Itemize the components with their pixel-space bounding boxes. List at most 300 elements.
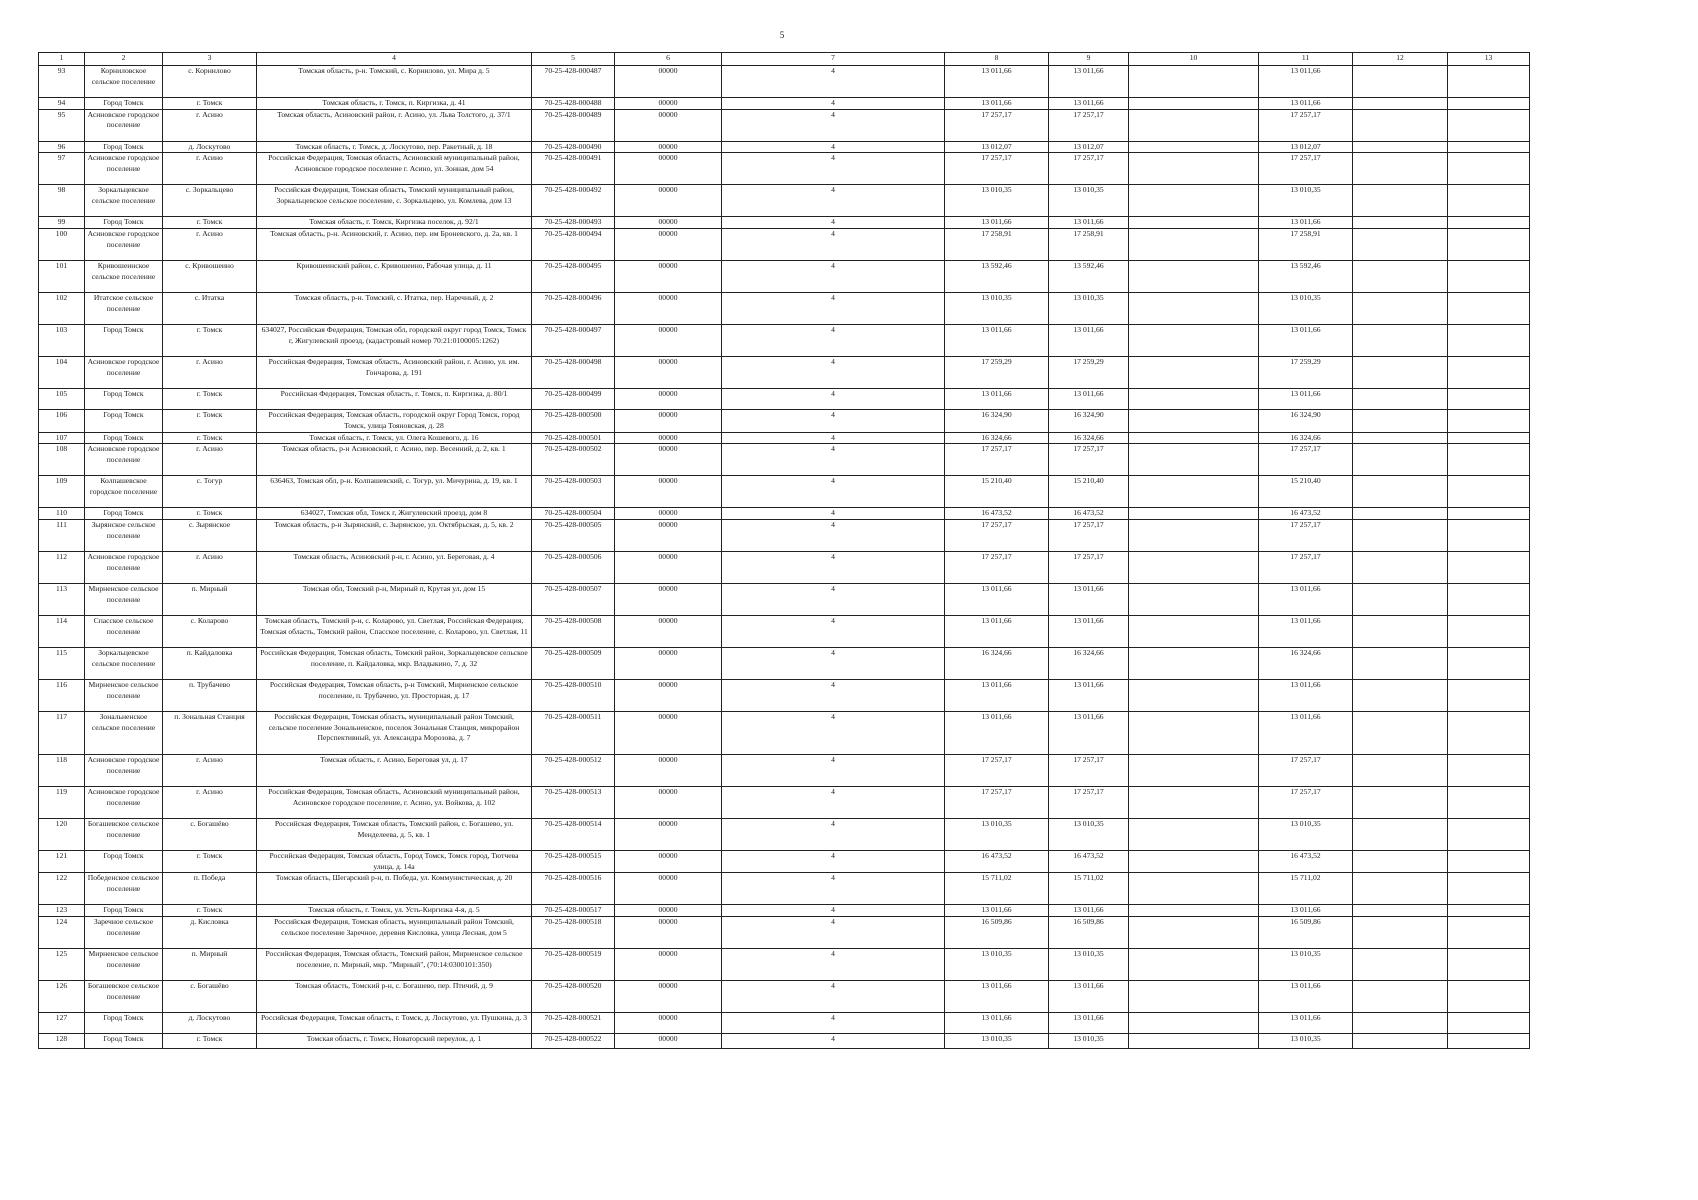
locality-cell: с. Богашёво bbox=[163, 981, 257, 1013]
code-cell: 70-25-428-000503 bbox=[532, 476, 615, 508]
col8-cell: 13 011,66 bbox=[945, 389, 1049, 410]
address-cell: Российская Федерация, Томская область, р-н Томский, Мирненское сельское поселение, п. Трубачево, ул. Просторная, д. 17 bbox=[257, 679, 532, 711]
code-cell: 70-25-428-000501 bbox=[532, 432, 615, 444]
row-number: 122 bbox=[39, 873, 85, 905]
col6-cell: 00000 bbox=[615, 754, 722, 786]
col12-cell bbox=[1353, 754, 1448, 786]
col9-cell: 13 011,66 bbox=[1049, 217, 1129, 229]
col10-cell bbox=[1129, 981, 1259, 1013]
col13-cell bbox=[1448, 754, 1530, 786]
col11-cell: 13 011,66 bbox=[1259, 615, 1353, 647]
row-number: 117 bbox=[39, 711, 85, 754]
settlement-cell: Город Томск bbox=[85, 432, 163, 444]
code-cell: 70-25-428-000488 bbox=[532, 98, 615, 110]
row-number: 101 bbox=[39, 261, 85, 293]
locality-cell: с. Зырянское bbox=[163, 519, 257, 551]
locality-cell: г. Асино bbox=[163, 754, 257, 786]
col6-cell: 00000 bbox=[615, 786, 722, 818]
col8-cell: 13 011,66 bbox=[945, 325, 1049, 357]
table-row bbox=[39, 905, 1530, 917]
col10-cell bbox=[1129, 551, 1259, 583]
col10-cell bbox=[1129, 949, 1259, 981]
table-row bbox=[39, 476, 1530, 508]
col9-cell: 17 259,29 bbox=[1049, 357, 1129, 389]
col13-cell bbox=[1448, 905, 1530, 917]
col7-cell: 4 bbox=[722, 357, 945, 389]
col13-cell bbox=[1448, 551, 1530, 583]
code-cell: 70-25-428-000510 bbox=[532, 679, 615, 711]
settlement-cell: Победенское сельское поселение bbox=[85, 873, 163, 905]
settlement-cell: Заречное сельское поселение bbox=[85, 917, 163, 949]
code-cell: 70-25-428-000506 bbox=[532, 551, 615, 583]
col6-cell: 00000 bbox=[615, 229, 722, 261]
col13-cell bbox=[1448, 981, 1530, 1013]
row-number: 99 bbox=[39, 217, 85, 229]
col10-cell bbox=[1129, 615, 1259, 647]
col11-cell: 13 011,66 bbox=[1259, 981, 1353, 1013]
col9-cell: 15 711,02 bbox=[1049, 873, 1129, 905]
col11-cell: 16 324,66 bbox=[1259, 647, 1353, 679]
code-cell: 70-25-428-000500 bbox=[532, 410, 615, 432]
settlement-cell: Мирненское сельское поселение bbox=[85, 679, 163, 711]
col7-cell: 4 bbox=[722, 615, 945, 647]
col9-cell: 16 324,90 bbox=[1049, 410, 1129, 432]
col6-cell: 00000 bbox=[615, 1013, 722, 1034]
col13-cell bbox=[1448, 873, 1530, 905]
code-cell: 70-25-428-000517 bbox=[532, 905, 615, 917]
locality-cell: г. Асино bbox=[163, 229, 257, 261]
col9-cell: 13 011,66 bbox=[1049, 615, 1129, 647]
code-cell: 70-25-428-000493 bbox=[532, 217, 615, 229]
col7-cell: 4 bbox=[722, 293, 945, 325]
locality-cell: с. Тогур bbox=[163, 476, 257, 508]
settlement-cell: Город Томск bbox=[85, 1013, 163, 1034]
col9-cell: 17 257,17 bbox=[1049, 551, 1129, 583]
address-cell: Томская область, г. Томск, ул. Усть-Киргизка 4-я, д. 5 bbox=[257, 905, 532, 917]
col12-cell bbox=[1353, 519, 1448, 551]
settlement-cell: Зырянское сельское поселение bbox=[85, 519, 163, 551]
code-cell: 70-25-428-000507 bbox=[532, 583, 615, 615]
row-number: 109 bbox=[39, 476, 85, 508]
col10-cell bbox=[1129, 1013, 1259, 1034]
col10-cell bbox=[1129, 153, 1259, 185]
settlement-cell: Корниловское сельское поселение bbox=[85, 66, 163, 98]
col11-cell: 13 011,66 bbox=[1259, 217, 1353, 229]
col10-cell bbox=[1129, 679, 1259, 711]
col13-cell bbox=[1448, 432, 1530, 444]
settlement-cell: Асиновское городское поселение bbox=[85, 754, 163, 786]
col7-cell: 4 bbox=[722, 711, 945, 754]
col11-cell: 17 257,17 bbox=[1259, 153, 1353, 185]
col11-cell: 13 592,46 bbox=[1259, 261, 1353, 293]
row-number: 120 bbox=[39, 818, 85, 850]
column-header: 13 bbox=[1448, 53, 1530, 66]
locality-cell: г. Томск bbox=[163, 325, 257, 357]
locality-cell: п. Мирный bbox=[163, 949, 257, 981]
col13-cell bbox=[1448, 389, 1530, 410]
row-number: 94 bbox=[39, 98, 85, 110]
locality-cell: с. Зоркальцево bbox=[163, 185, 257, 217]
col13-cell bbox=[1448, 217, 1530, 229]
settlement-cell: Город Томск bbox=[85, 508, 163, 520]
col13-cell bbox=[1448, 444, 1530, 476]
col9-cell: 13 592,46 bbox=[1049, 261, 1129, 293]
col13-cell bbox=[1448, 519, 1530, 551]
settlement-cell: Итатское сельское поселение bbox=[85, 293, 163, 325]
col12-cell bbox=[1353, 1013, 1448, 1034]
code-cell: 70-25-428-000496 bbox=[532, 293, 615, 325]
col9-cell: 16 509,86 bbox=[1049, 917, 1129, 949]
locality-cell: с. Итатка bbox=[163, 293, 257, 325]
table-row bbox=[39, 98, 1530, 110]
col13-cell bbox=[1448, 325, 1530, 357]
col12-cell bbox=[1353, 229, 1448, 261]
col10-cell bbox=[1129, 185, 1259, 217]
col13-cell bbox=[1448, 583, 1530, 615]
col10-cell bbox=[1129, 519, 1259, 551]
table-row bbox=[39, 229, 1530, 261]
col8-cell: 13 011,66 bbox=[945, 615, 1049, 647]
col6-cell: 00000 bbox=[615, 66, 722, 98]
col11-cell: 13 010,35 bbox=[1259, 293, 1353, 325]
col12-cell bbox=[1353, 786, 1448, 818]
column-header: 1 bbox=[39, 53, 85, 66]
col12-cell bbox=[1353, 850, 1448, 872]
col9-cell: 13 011,66 bbox=[1049, 325, 1129, 357]
row-number: 115 bbox=[39, 647, 85, 679]
locality-cell: г. Томск bbox=[163, 508, 257, 520]
locality-cell: с. Корнилово bbox=[163, 66, 257, 98]
code-cell: 70-25-428-000490 bbox=[532, 141, 615, 153]
locality-cell: г. Томск bbox=[163, 389, 257, 410]
table-row bbox=[39, 917, 1530, 949]
col6-cell: 00000 bbox=[615, 583, 722, 615]
col13-cell bbox=[1448, 141, 1530, 153]
table-row bbox=[39, 432, 1530, 444]
table-row bbox=[39, 519, 1530, 551]
col7-cell: 4 bbox=[722, 109, 945, 141]
col10-cell bbox=[1129, 293, 1259, 325]
col10-cell bbox=[1129, 261, 1259, 293]
col6-cell: 00000 bbox=[615, 432, 722, 444]
col13-cell bbox=[1448, 185, 1530, 217]
col12-cell bbox=[1353, 917, 1448, 949]
row-number: 95 bbox=[39, 109, 85, 141]
col11-cell: 13 010,35 bbox=[1259, 818, 1353, 850]
address-cell: Томская область, г. Томск, Новаторский переулок, д. 1 bbox=[257, 1034, 532, 1049]
col6-cell: 00000 bbox=[615, 551, 722, 583]
col11-cell: 13 010,35 bbox=[1259, 1034, 1353, 1049]
col13-cell bbox=[1448, 786, 1530, 818]
col7-cell: 4 bbox=[722, 873, 945, 905]
locality-cell: д. Лоскутово bbox=[163, 1013, 257, 1034]
address-cell: Российская Федерация, Томская область, Томский муниципальный район, Зоркальцевское сельское поселение, с. Зоркальцево, ул. Комлева, дом 13 bbox=[257, 185, 532, 217]
col13-cell bbox=[1448, 917, 1530, 949]
settlement-cell: Асиновское городское поселение bbox=[85, 357, 163, 389]
col7-cell: 4 bbox=[722, 229, 945, 261]
code-cell: 70-25-428-000520 bbox=[532, 981, 615, 1013]
col11-cell: 17 258,91 bbox=[1259, 229, 1353, 261]
table-body bbox=[39, 66, 1530, 1049]
col8-cell: 13 011,66 bbox=[945, 711, 1049, 754]
col9-cell: 17 257,17 bbox=[1049, 109, 1129, 141]
col9-cell: 16 473,52 bbox=[1049, 850, 1129, 872]
column-header: 11 bbox=[1259, 53, 1353, 66]
col6-cell: 00000 bbox=[615, 1034, 722, 1049]
col10-cell bbox=[1129, 850, 1259, 872]
col6-cell: 00000 bbox=[615, 357, 722, 389]
table-row bbox=[39, 444, 1530, 476]
col6-cell: 00000 bbox=[615, 679, 722, 711]
col13-cell bbox=[1448, 679, 1530, 711]
col7-cell: 4 bbox=[722, 818, 945, 850]
address-cell: Томская область, г. Томск, д. Лоскутово, пер. Ракетный, д. 18 bbox=[257, 141, 532, 153]
locality-cell: г. Асино bbox=[163, 109, 257, 141]
col8-cell: 13 010,35 bbox=[945, 293, 1049, 325]
col7-cell: 4 bbox=[722, 850, 945, 872]
col12-cell bbox=[1353, 432, 1448, 444]
col10-cell bbox=[1129, 109, 1259, 141]
row-number: 123 bbox=[39, 905, 85, 917]
col8-cell: 13 011,66 bbox=[945, 66, 1049, 98]
col12-cell bbox=[1353, 949, 1448, 981]
code-cell: 70-25-428-000494 bbox=[532, 229, 615, 261]
col6-cell: 00000 bbox=[615, 109, 722, 141]
locality-cell: г. Томск bbox=[163, 850, 257, 872]
col12-cell bbox=[1353, 476, 1448, 508]
row-number: 128 bbox=[39, 1034, 85, 1049]
code-cell: 70-25-428-000491 bbox=[532, 153, 615, 185]
address-cell: Российская Федерация, Томская область, городской округ Город Томск, город Томск, улица Тояновская, д. 28 bbox=[257, 410, 532, 432]
row-number: 110 bbox=[39, 508, 85, 520]
col12-cell bbox=[1353, 444, 1448, 476]
col12-cell bbox=[1353, 153, 1448, 185]
column-header: 5 bbox=[532, 53, 615, 66]
col11-cell: 13 011,66 bbox=[1259, 905, 1353, 917]
col11-cell: 13 011,66 bbox=[1259, 679, 1353, 711]
table-row bbox=[39, 647, 1530, 679]
col6-cell: 00000 bbox=[615, 293, 722, 325]
column-header: 7 bbox=[722, 53, 945, 66]
row-number: 98 bbox=[39, 185, 85, 217]
col9-cell: 13 010,35 bbox=[1049, 1034, 1129, 1049]
col12-cell bbox=[1353, 141, 1448, 153]
col9-cell: 13 011,66 bbox=[1049, 66, 1129, 98]
row-number: 97 bbox=[39, 153, 85, 185]
col10-cell bbox=[1129, 508, 1259, 520]
col9-cell: 17 258,91 bbox=[1049, 229, 1129, 261]
col7-cell: 4 bbox=[722, 508, 945, 520]
col12-cell bbox=[1353, 905, 1448, 917]
col8-cell: 13 011,66 bbox=[945, 679, 1049, 711]
col8-cell: 13 011,66 bbox=[945, 583, 1049, 615]
col7-cell: 4 bbox=[722, 476, 945, 508]
col12-cell bbox=[1353, 293, 1448, 325]
col9-cell: 13 011,66 bbox=[1049, 583, 1129, 615]
locality-cell: с. Коларово bbox=[163, 615, 257, 647]
col9-cell: 13 010,35 bbox=[1049, 949, 1129, 981]
col8-cell: 13 011,66 bbox=[945, 905, 1049, 917]
col6-cell: 00000 bbox=[615, 615, 722, 647]
col7-cell: 4 bbox=[722, 905, 945, 917]
settlement-cell: Город Томск bbox=[85, 850, 163, 872]
col13-cell bbox=[1448, 98, 1530, 110]
col12-cell bbox=[1353, 185, 1448, 217]
col9-cell: 13 011,66 bbox=[1049, 98, 1129, 110]
column-header: 10 bbox=[1129, 53, 1259, 66]
col9-cell: 13 012,07 bbox=[1049, 141, 1129, 153]
table-row bbox=[39, 66, 1530, 98]
code-cell: 70-25-428-000511 bbox=[532, 711, 615, 754]
locality-cell: г. Томск bbox=[163, 1034, 257, 1049]
address-cell: Томская область, Асиновский р-н, г. Асино, ул. Береговая, д. 4 bbox=[257, 551, 532, 583]
address-cell: 634027, Российская Федерация, Томская обл, городской округ город Томск, Томск г, Жигулевский проезд, (кадастровый номер 70:21:0100005:1262) bbox=[257, 325, 532, 357]
col12-cell bbox=[1353, 818, 1448, 850]
locality-cell: п. Победа bbox=[163, 873, 257, 905]
row-number: 107 bbox=[39, 432, 85, 444]
col7-cell: 4 bbox=[722, 1013, 945, 1034]
address-cell: Томская область, р-н Зырянский, с. Зырянское, ул. Октябрьская, д. 5, кв. 2 bbox=[257, 519, 532, 551]
row-number: 93 bbox=[39, 66, 85, 98]
code-cell: 70-25-428-000522 bbox=[532, 1034, 615, 1049]
row-number: 114 bbox=[39, 615, 85, 647]
col8-cell: 17 257,17 bbox=[945, 109, 1049, 141]
col11-cell: 13 011,66 bbox=[1259, 325, 1353, 357]
column-header: 3 bbox=[163, 53, 257, 66]
col6-cell: 00000 bbox=[615, 185, 722, 217]
col9-cell: 13 010,35 bbox=[1049, 293, 1129, 325]
table-row bbox=[39, 293, 1530, 325]
col6-cell: 00000 bbox=[615, 850, 722, 872]
col9-cell: 13 011,66 bbox=[1049, 1013, 1129, 1034]
table-row bbox=[39, 711, 1530, 754]
address-cell: Томская область, г. Томск, п. Киргизка, д. 41 bbox=[257, 98, 532, 110]
col13-cell bbox=[1448, 229, 1530, 261]
col11-cell: 16 324,66 bbox=[1259, 432, 1353, 444]
table-row bbox=[39, 141, 1530, 153]
col7-cell: 4 bbox=[722, 217, 945, 229]
locality-cell: с. Кривошеино bbox=[163, 261, 257, 293]
col10-cell bbox=[1129, 141, 1259, 153]
settlement-cell: Город Томск bbox=[85, 389, 163, 410]
settlement-cell: Мирненское сельское поселение bbox=[85, 949, 163, 981]
settlement-cell: Город Томск bbox=[85, 325, 163, 357]
code-cell: 70-25-428-000495 bbox=[532, 261, 615, 293]
table-row bbox=[39, 850, 1530, 872]
col12-cell bbox=[1353, 647, 1448, 679]
col9-cell: 13 011,66 bbox=[1049, 981, 1129, 1013]
col6-cell: 00000 bbox=[615, 949, 722, 981]
col10-cell bbox=[1129, 444, 1259, 476]
col7-cell: 4 bbox=[722, 66, 945, 98]
code-cell: 70-25-428-000512 bbox=[532, 754, 615, 786]
col7-cell: 4 bbox=[722, 754, 945, 786]
settlement-cell: Город Томск bbox=[85, 98, 163, 110]
row-number: 100 bbox=[39, 229, 85, 261]
col10-cell bbox=[1129, 818, 1259, 850]
col10-cell bbox=[1129, 325, 1259, 357]
table-row bbox=[39, 679, 1530, 711]
settlement-cell: Зональненское сельское поселение bbox=[85, 711, 163, 754]
col8-cell: 13 012,07 bbox=[945, 141, 1049, 153]
col8-cell: 13 592,46 bbox=[945, 261, 1049, 293]
settlement-cell: Асиновское городское поселение bbox=[85, 786, 163, 818]
address-cell: Томская область, Томский р-н, с. Коларово, ул. Светлая, Российская Федерация, Томская область, Томский район, Спасское поселение, с. Коларово, ул. Светлая, 11 bbox=[257, 615, 532, 647]
col12-cell bbox=[1353, 679, 1448, 711]
col7-cell: 4 bbox=[722, 261, 945, 293]
col8-cell: 17 257,17 bbox=[945, 786, 1049, 818]
col10-cell bbox=[1129, 476, 1259, 508]
col7-cell: 4 bbox=[722, 647, 945, 679]
row-number: 116 bbox=[39, 679, 85, 711]
col10-cell bbox=[1129, 432, 1259, 444]
col10-cell bbox=[1129, 917, 1259, 949]
col8-cell: 13 011,66 bbox=[945, 217, 1049, 229]
table-row bbox=[39, 949, 1530, 981]
col10-cell bbox=[1129, 583, 1259, 615]
col11-cell: 16 509,86 bbox=[1259, 917, 1353, 949]
col10-cell bbox=[1129, 66, 1259, 98]
col11-cell: 13 011,66 bbox=[1259, 98, 1353, 110]
code-cell: 70-25-428-000514 bbox=[532, 818, 615, 850]
col8-cell: 13 010,35 bbox=[945, 1034, 1049, 1049]
settlement-cell: Город Томск bbox=[85, 410, 163, 432]
table-row bbox=[39, 261, 1530, 293]
col12-cell bbox=[1353, 615, 1448, 647]
col7-cell: 4 bbox=[722, 949, 945, 981]
col8-cell: 17 257,17 bbox=[945, 153, 1049, 185]
row-number: 102 bbox=[39, 293, 85, 325]
col7-cell: 4 bbox=[722, 1034, 945, 1049]
code-cell: 70-25-428-000489 bbox=[532, 109, 615, 141]
col12-cell bbox=[1353, 508, 1448, 520]
code-cell: 70-25-428-000518 bbox=[532, 917, 615, 949]
address-cell: Российская Федерация, Томская область, г. Томск, д. Лоскутово, ул. Пушкина, д. 3 bbox=[257, 1013, 532, 1034]
col12-cell bbox=[1353, 357, 1448, 389]
settlement-cell: Богашевское сельское поселение bbox=[85, 981, 163, 1013]
code-cell: 70-25-428-000502 bbox=[532, 444, 615, 476]
col12-cell bbox=[1353, 410, 1448, 432]
address-cell: Томская область, Асиновский район, г. Асино, ул. Льва Толстого, д. 37/1 bbox=[257, 109, 532, 141]
col13-cell bbox=[1448, 1034, 1530, 1049]
address-cell: Российская Федерация, Томская область, Город Томск, Томск город, Тютчева улица, д. 14а bbox=[257, 850, 532, 872]
col8-cell: 16 473,52 bbox=[945, 850, 1049, 872]
address-cell: Российская Федерация, Томская область, муниципальный район Томский, сельское поселение Зональненское, поселок Зональная Станция, микрорайон Перспективный, ул. Александра Морозова, д. 7 bbox=[257, 711, 532, 754]
table-row bbox=[39, 389, 1530, 410]
col9-cell: 16 324,66 bbox=[1049, 432, 1129, 444]
locality-cell: д. Кисловка bbox=[163, 917, 257, 949]
col7-cell: 4 bbox=[722, 98, 945, 110]
col7-cell: 4 bbox=[722, 153, 945, 185]
col9-cell: 17 257,17 bbox=[1049, 786, 1129, 818]
col8-cell: 13 010,35 bbox=[945, 185, 1049, 217]
address-cell: 636463, Томская обл, р-н. Колпашевский, с. Тогур, ул. Мичурина, д. 19, кв. 1 bbox=[257, 476, 532, 508]
settlement-cell: Асиновское городское поселение bbox=[85, 551, 163, 583]
code-cell: 70-25-428-000515 bbox=[532, 850, 615, 872]
column-header: 4 bbox=[257, 53, 532, 66]
col12-cell bbox=[1353, 981, 1448, 1013]
col11-cell: 17 259,29 bbox=[1259, 357, 1353, 389]
col9-cell: 13 011,66 bbox=[1049, 711, 1129, 754]
code-cell: 70-25-428-000497 bbox=[532, 325, 615, 357]
table-row bbox=[39, 615, 1530, 647]
table-row bbox=[39, 551, 1530, 583]
table-row bbox=[39, 185, 1530, 217]
col11-cell: 15 711,02 bbox=[1259, 873, 1353, 905]
col11-cell: 13 011,66 bbox=[1259, 66, 1353, 98]
col6-cell: 00000 bbox=[615, 905, 722, 917]
table-row bbox=[39, 508, 1530, 520]
